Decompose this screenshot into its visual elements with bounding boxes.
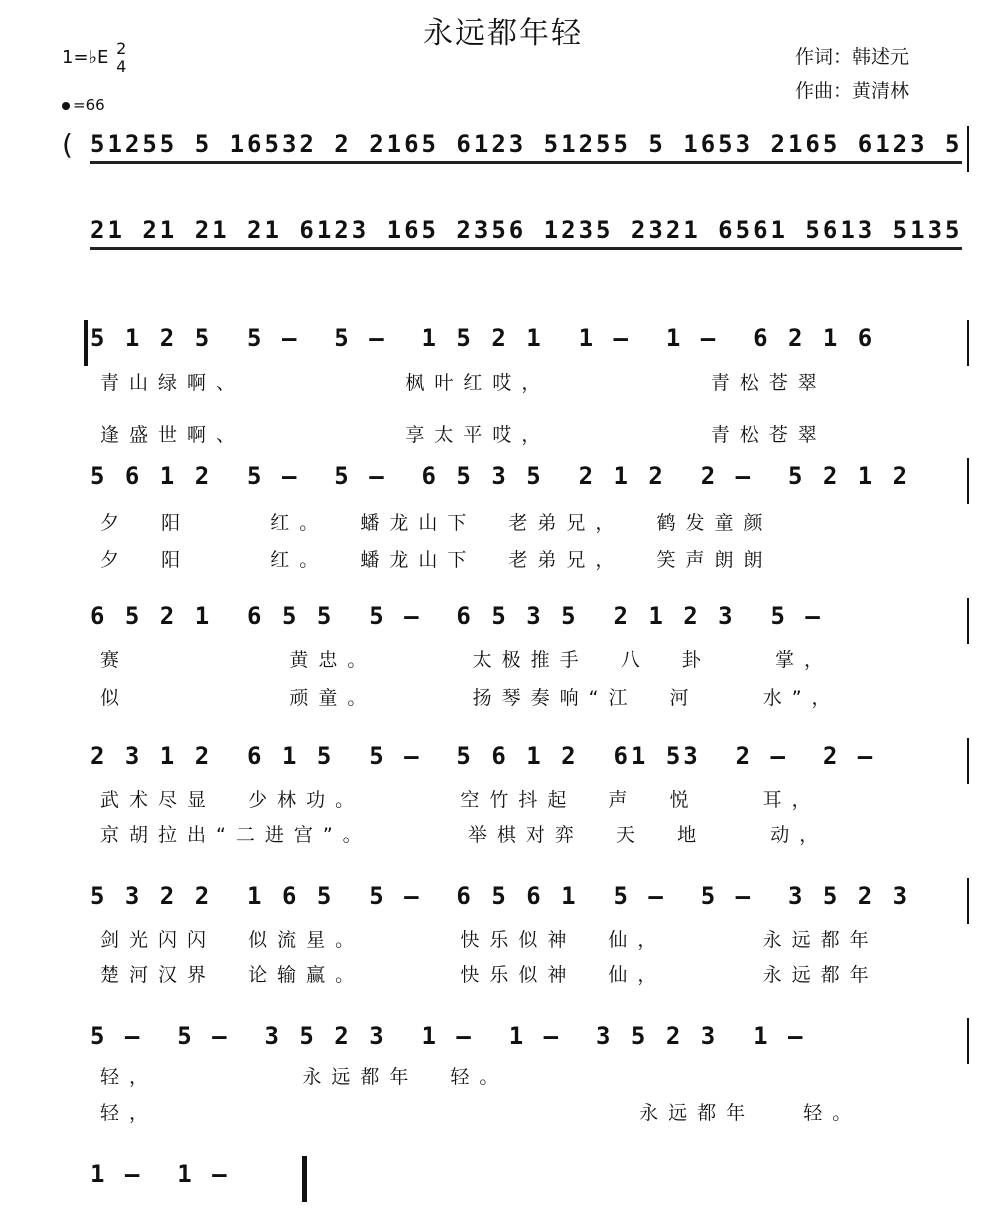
time-num: 2 bbox=[116, 39, 127, 58]
intro-row-2 bbox=[62, 212, 972, 264]
staff-7-notes: 1 – 1 – bbox=[90, 1160, 230, 1188]
staff-6-notes: 5 – 5 – 3 5 2 3 1 – 1 – 3 5 2 3 1 – bbox=[90, 1022, 806, 1050]
composer-credit: 作曲：黄清林 bbox=[795, 80, 910, 102]
staff-3-notes: 6 5 2 1 6 5 5 5 – 6 5 3 5 2 1 2 3 5 – bbox=[90, 602, 823, 630]
staff-5-lyric-2: 楚河汉界 论输赢。 快乐似神 仙， 永远都年 bbox=[100, 964, 879, 986]
staff-5-notes: 5 3 2 2 1 6 5 5 – 6 5 6 1 5 – 5 – 3 5 2 3 bbox=[90, 882, 911, 910]
staff-3 bbox=[62, 598, 972, 650]
bar-line bbox=[967, 126, 969, 172]
staff-2-lyric-2: 夕 阳 红。 蟠龙山下 老弟兄， 笑声朗朗 bbox=[100, 549, 773, 571]
song-title: 永远都年轻 bbox=[423, 16, 583, 51]
staff-1-notes: 5 1 2 5 5 – 5 – 1 5 2 1 1 – 1 – 6 2 1 6 bbox=[90, 324, 876, 352]
open-paren: ( bbox=[62, 128, 73, 161]
key-signature bbox=[62, 40, 126, 76]
bar-line bbox=[967, 458, 969, 504]
quarter-note-icon bbox=[62, 102, 70, 110]
final-barline bbox=[302, 1156, 307, 1202]
staff-2-notes: 5 6 1 2 5 – 5 – 6 5 3 5 2 1 2 2 – 5 2 1 2 bbox=[90, 462, 911, 490]
repeat-start bbox=[84, 320, 88, 366]
bar-line bbox=[967, 598, 969, 644]
staff-1 bbox=[62, 320, 972, 372]
intro-notes-2: 21 21 21 21 6123 165 2356 1235 2321 6561 5613 5135 bbox=[90, 216, 962, 250]
intro-notes-1: 51255 5 16532 2 2165 6123 51255 5 1653 2165 6123 5 bbox=[90, 130, 962, 164]
time-signature bbox=[116, 40, 126, 76]
staff-6-lyric-2: 轻， 永远都年 轻。 bbox=[100, 1102, 862, 1124]
staff-4-notes: 2 3 1 2 6 1 5 5 – 5 6 1 2 61 53 2 – 2 – bbox=[90, 742, 876, 770]
staff-4-lyric-1: 武术尽显 少林功。 空竹抖起 声 悦 耳， bbox=[100, 789, 821, 811]
staff-2-lyric-1: 夕 阳 红。 蟠龙山下 老弟兄， 鹤发童颜 bbox=[100, 512, 773, 534]
staff-2 bbox=[62, 458, 972, 510]
staff-3-lyric-1: 赛 黄忠。 太极推手 八 卦 掌， bbox=[100, 649, 833, 671]
staff-7 bbox=[62, 1156, 972, 1208]
staff-1-lyric-1: 青山绿啊、 枫叶红哎， 青松苍翠 bbox=[100, 372, 827, 394]
bar-line bbox=[967, 738, 969, 784]
time-den: 4 bbox=[116, 57, 127, 76]
staff-4 bbox=[62, 738, 972, 790]
bar-line bbox=[967, 320, 969, 366]
bar-line bbox=[967, 1018, 969, 1064]
lyricist-credit: 作词：韩述元 bbox=[795, 46, 910, 68]
staff-5 bbox=[62, 878, 972, 930]
staff-6-lyric-1: 轻， 永远都年 轻。 bbox=[100, 1066, 509, 1088]
tempo-marking bbox=[62, 96, 105, 114]
staff-1-lyric-2: 逢盛世啊、 享太平哎， 青松苍翠 bbox=[100, 424, 827, 446]
staff-5-lyric-1: 剑光闪闪 似流星。 快乐似神 仙， 永远都年 bbox=[100, 929, 879, 951]
tempo-value: =66 bbox=[73, 96, 105, 114]
bar-line bbox=[967, 878, 969, 924]
staff-3-lyric-2: 似 顽童。 扬琴奏响“江 河 水”， bbox=[100, 687, 841, 709]
intro-row-1 bbox=[62, 126, 972, 178]
staff-4-lyric-2: 京胡拉出“二进宫”。 举棋对弈 天 地 动， bbox=[100, 824, 829, 846]
key-text: 1=♭E bbox=[62, 47, 109, 68]
